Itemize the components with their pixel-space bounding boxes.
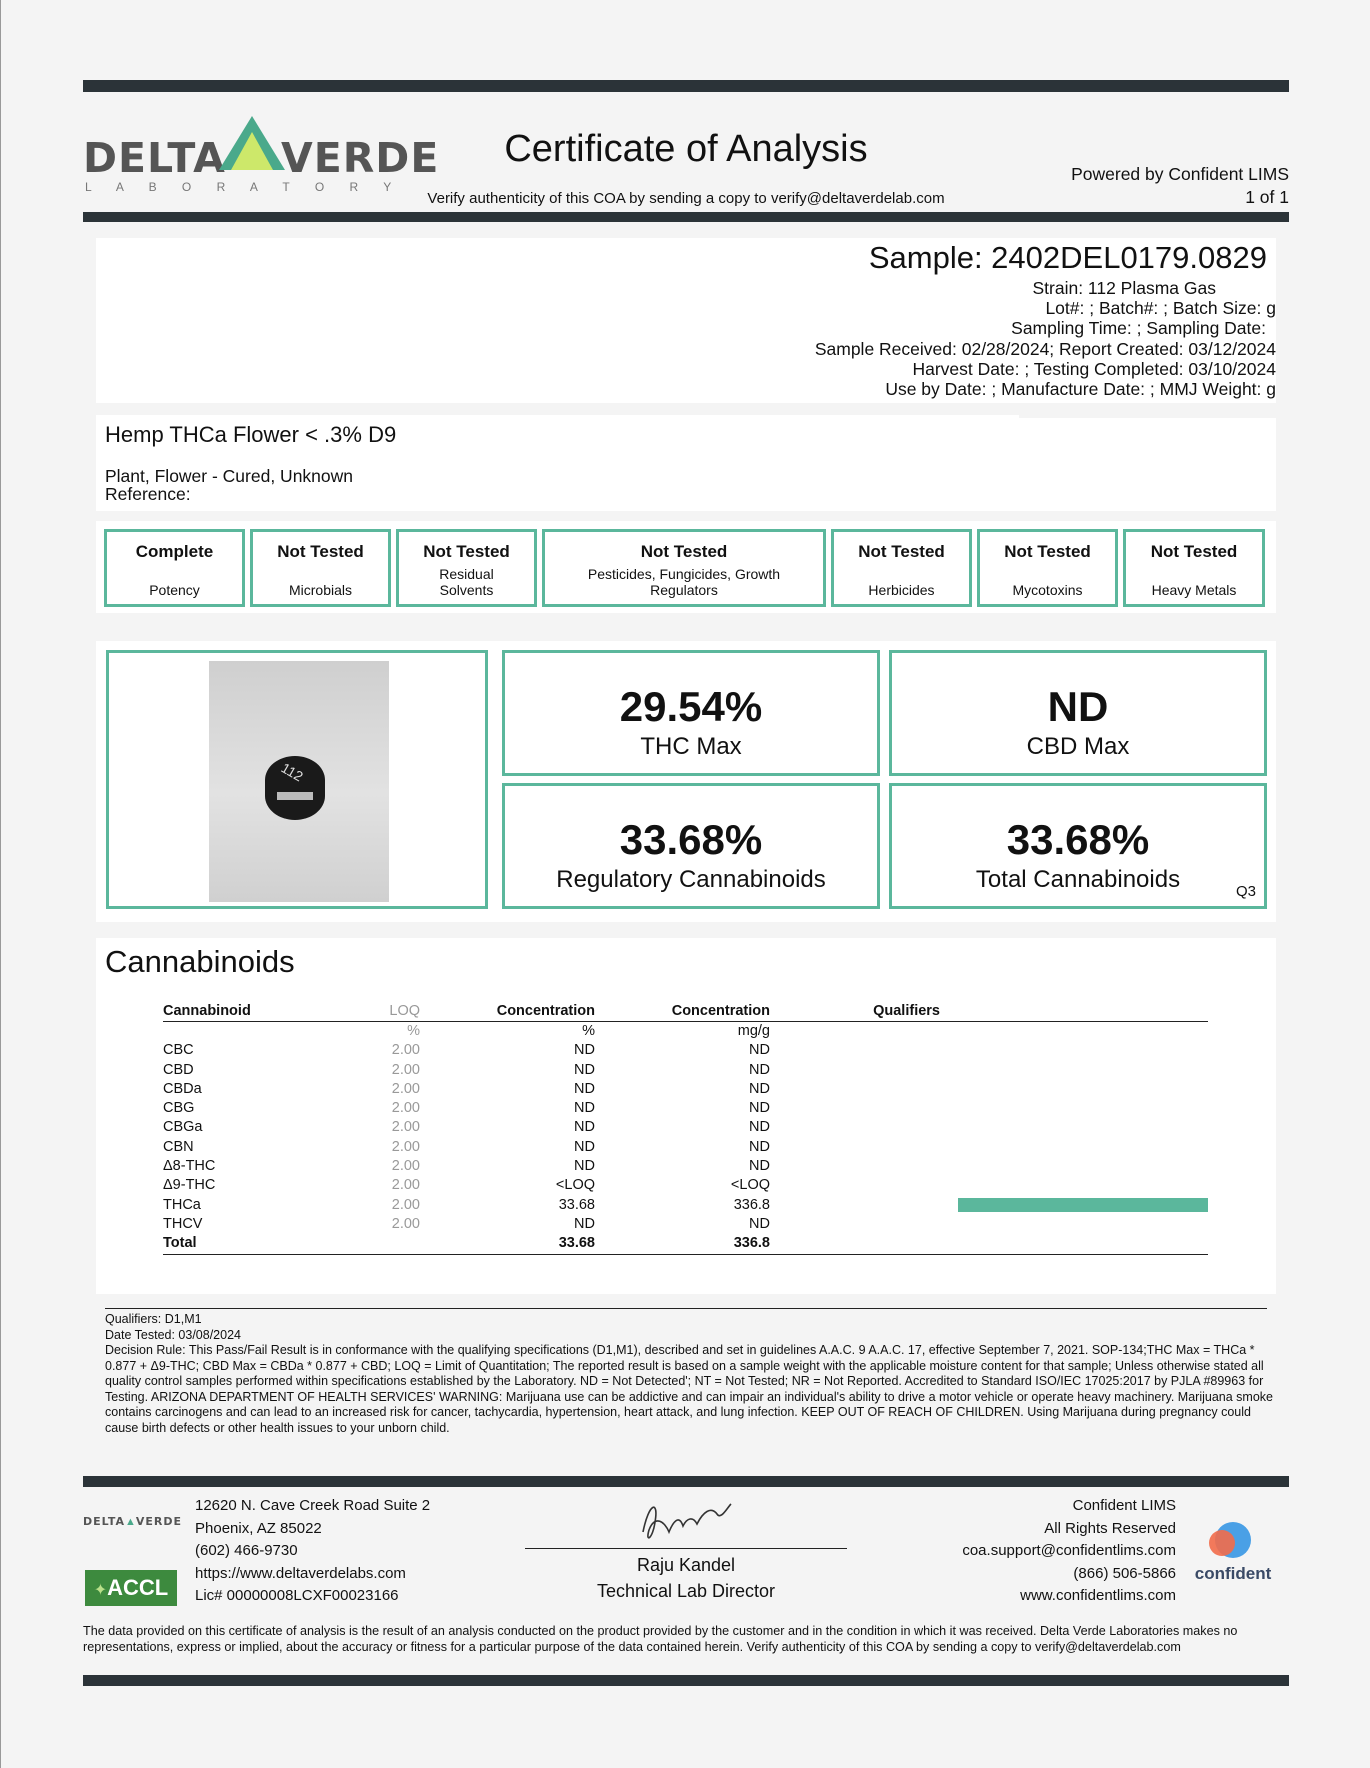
cell-name: Δ8-THC [163, 1158, 216, 1175]
small-logo-mark-icon: ▲ [125, 1516, 136, 1528]
total-cannabinoids-box [889, 783, 1267, 909]
cell-bar [940, 1157, 1208, 1176]
sample-photo-frame [106, 650, 488, 909]
sample-details [701, 278, 1276, 399]
cell-pct: ND [574, 1042, 595, 1059]
table-row [163, 1099, 1208, 1118]
cell-pct: ND [574, 1138, 595, 1155]
cell-bar [940, 1080, 1208, 1099]
address-city: Phoenix, AZ 85022 [195, 1519, 322, 1537]
cell-pct: ND [574, 1215, 595, 1232]
status-box-herbicides [831, 529, 972, 607]
decision-rule: Decision Rule: This Pass/Fail Result is in conformance with the qualifying specifications (D1,M1), described and set in guidelines A.A.C. 9 A.A.C. 17, effective September 7, 2021. SOP-134;THC Max = THCa * 0.877 + Δ9-THC; CBD Max = CBDa * 0.877 + CBD; LOQ = Limit of Quantitation; The reported result is based on a sample weight with the applicable moisture content for that sample; Unless otherwise stated all quality control samples performed within specifications established by the Laboratory. ND = Not Detected'; NT = Not Tested; NR = Not Reported. Accredited to Standard ISO/IEC 17025:2017 by PJLA #89963 for Testing. ARIZONA DEPARTMENT OF HEALTH SERVICES' WARNING: Marijuana use can be addictive and can impair an individual's ability to drive a motor vehicle or operate heavy machinery. Marijuana smoke contains carcinogens and can lead to an increased risk for cancer, tachycardia, hypertension, heart attack, and lung infection. KEEP OUT OF REACH OF CHILDREN. Using Marijuana during pregnancy could cause birth defects or other health issues to your unborn child. [105, 1343, 1273, 1435]
regulatory-cannabinoids-box [502, 783, 880, 909]
page-count: 1 of 1 [1245, 187, 1289, 207]
table-row [163, 1157, 1208, 1176]
status-box-microbials [250, 529, 391, 607]
cell-bar [940, 1176, 1208, 1195]
cell-bar [940, 1041, 1208, 1060]
units-row [163, 1022, 1208, 1042]
regulatory-value: 33.68% [619, 816, 763, 863]
signer [525, 1552, 847, 1604]
cell-mg: ND [749, 1080, 770, 1097]
header-divider [83, 212, 1289, 222]
confident-logo [1194, 1518, 1272, 1588]
total-pct: 33.68 [420, 1234, 595, 1254]
product-panel-right [1019, 418, 1276, 511]
jar-label: 112 [278, 759, 306, 785]
cell-bar [940, 1118, 1208, 1137]
leaf-icon: ✦ [93, 1582, 108, 1599]
unit-pct: % [582, 1023, 595, 1039]
cell-bar [940, 1138, 1208, 1157]
cbd-max-label: CBD Max [1026, 733, 1130, 760]
signature-line [525, 1548, 847, 1549]
table-row [163, 1176, 1208, 1195]
cell-loq: 2.00 [391, 1215, 420, 1232]
table-row [163, 1138, 1208, 1157]
total-value: 33.68% [1006, 816, 1150, 863]
cell-name: CBGa [163, 1119, 203, 1136]
cell-mg: ND [749, 1100, 770, 1117]
status-box-residual-solvents [396, 529, 537, 607]
cell-mg: <LOQ [730, 1177, 770, 1194]
notes-divider [105, 1308, 1267, 1309]
jar-icon [265, 756, 325, 820]
cell-bar [940, 1215, 1208, 1234]
cell-pct: ND [574, 1100, 595, 1117]
header-conc-mg: Concentration [595, 1002, 770, 1022]
logo-triangle-icon [217, 114, 287, 172]
address-website: https://www.deltaverdelabs.com [195, 1564, 406, 1582]
status-box-status: Not Tested [423, 542, 510, 561]
status-box-label: Mycotoxins [1012, 582, 1083, 598]
cell-pct: ND [574, 1158, 595, 1175]
cell-loq: 2.00 [391, 1042, 420, 1059]
cell-name: CBN [163, 1138, 194, 1155]
disclaimer: The data provided on this certificate of analysis is the result of an analysis conducted on the product provided by the customer and in the condition in which it was received. Delta Verde Laboratories makes no representations, express or implied, about the accuracy or fitness for a particular purpose of the data contained herein. Verify authenticity of this COA by sending a copy to verify@deltaverdelab.com [83, 1624, 1238, 1654]
sample-id: Sample: 2402DEL0179.0829 [868, 240, 1267, 275]
page-title: Certificate of Analysis [504, 128, 868, 170]
delta-verde-logo [83, 112, 440, 194]
jar-sticker [277, 792, 313, 800]
result-bar [958, 1198, 1208, 1212]
sample-use-by: Use by Date: ; Manufacture Date: ; MMJ Weight: g [885, 379, 1276, 400]
cell-pct: ND [574, 1119, 595, 1136]
confident-wordmark: confident [1194, 1564, 1272, 1583]
cell-name: CBC [163, 1042, 194, 1059]
status-box-pesticides [542, 529, 826, 607]
address-license: Lic# 00000008LCXF00023166 [195, 1587, 399, 1604]
logo-word-right: VERDE [281, 134, 440, 182]
status-box-potency [104, 529, 245, 607]
cell-pct: ND [574, 1061, 595, 1078]
unit-mg: mg/g [737, 1023, 770, 1039]
footer-address [195, 1495, 430, 1608]
accl-logo [85, 1570, 177, 1606]
regulatory-label: Regulatory Cannabinoids [556, 866, 826, 893]
product-type: Plant, Flower - Cured, Unknown [105, 466, 354, 486]
cell-name: Δ9-THC [163, 1177, 216, 1194]
cell-bar [940, 1196, 1208, 1215]
bottom-bar [83, 1675, 1289, 1686]
accl-text: ACCL [107, 1575, 169, 1600]
cell-name: CBD [163, 1061, 194, 1078]
table-row [163, 1041, 1208, 1060]
sample-photo [209, 661, 389, 902]
total-qualifier: Q3 [1235, 883, 1256, 900]
cell-mg: ND [749, 1119, 770, 1136]
header-qualifiers: Qualifiers [770, 1002, 940, 1022]
sample-sampling: Sampling Time: ; Sampling Date: [1011, 318, 1266, 339]
verify-note: Verify authenticity of this COA by sending a copy to verify@deltaverdelab.com [427, 190, 945, 207]
status-box-mycotoxins [977, 529, 1118, 607]
cell-name: THCV [163, 1215, 203, 1232]
cell-pct: ND [574, 1080, 595, 1097]
notes-block [105, 1312, 1275, 1436]
cell-name: THCa [163, 1196, 201, 1213]
table-row [163, 1196, 1208, 1215]
total-mg: 336.8 [595, 1234, 770, 1254]
footer-right [881, 1495, 1176, 1608]
cell-pct: 33.68 [558, 1196, 595, 1213]
sample-strain: Strain: 112 Plasma Gas [1032, 278, 1216, 298]
cell-name: CBDa [163, 1080, 202, 1097]
footer-small-logo [83, 1512, 183, 1534]
header-cannabinoid: Cannabinoid [163, 1002, 363, 1022]
footer-top-bar [83, 1476, 1289, 1487]
small-logo-right: VERDE [135, 1515, 183, 1528]
total-row [163, 1234, 1208, 1254]
header-loq: LOQ [363, 1002, 420, 1022]
status-box-label: Microbials [288, 582, 352, 598]
status-box-status: Not Tested [640, 542, 728, 561]
status-box-status: Not Tested [858, 542, 945, 561]
status-box-label: Heavy Metals [1151, 582, 1237, 598]
cannabinoids-table [163, 1002, 1208, 1255]
product-name: Hemp THCa Flower < .3% D9 [105, 422, 397, 447]
lims-name: Confident LIMS [1072, 1497, 1176, 1514]
thc-max-box [502, 650, 880, 776]
sample-lot: Lot#: ; Batch#: ; Batch Size: g [1045, 298, 1276, 319]
status-box-heavy-metals [1123, 529, 1265, 607]
confident-circle-red [1209, 1530, 1235, 1556]
cell-mg: ND [749, 1061, 770, 1078]
sample-harvest: Harvest Date: ; Testing Completed: 03/10/2024 [912, 358, 1276, 379]
table-row [163, 1080, 1208, 1099]
cbd-max-box [889, 650, 1267, 776]
unit-loq: % [407, 1023, 420, 1039]
cell-mg: ND [749, 1138, 770, 1155]
cell-loq: 2.00 [391, 1138, 420, 1155]
date-tested: Date Tested: 03/08/2024 [105, 1327, 241, 1342]
table-row [163, 1061, 1208, 1080]
cell-loq: 2.00 [391, 1080, 420, 1097]
table-row [163, 1215, 1208, 1234]
logo-word-left: DELTA [83, 134, 226, 182]
thc-max-value: 29.54% [619, 683, 763, 730]
signer-title: Technical Lab Director [596, 1581, 776, 1601]
total-label: Total Cannabinoids [975, 866, 1181, 893]
cell-name: CBG [163, 1100, 195, 1117]
header-bar [940, 1002, 1208, 1022]
status-box-label: Pesticides, Fungicides, Growth Regulators [587, 566, 781, 598]
lims-phone: (866) 506-5866 [1073, 1564, 1176, 1582]
cell-bar [940, 1099, 1208, 1118]
cannabinoids-title: Cannabinoids [105, 944, 295, 979]
cell-loq: 2.00 [391, 1100, 420, 1117]
product-reference: Reference: [105, 484, 191, 504]
cell-loq: 2.00 [391, 1177, 420, 1194]
top-bar [83, 80, 1289, 92]
cell-loq: 2.00 [391, 1119, 420, 1136]
address-line: 12620 N. Cave Creek Road Suite 2 [195, 1497, 431, 1514]
status-box-label: Potency [149, 582, 200, 598]
lims-email: coa.support@confidentlims.com [962, 1542, 1176, 1559]
thc-max-label: THC Max [640, 733, 742, 760]
table-row [163, 1118, 1208, 1137]
powered-by: Powered by Confident LIMS [1071, 164, 1289, 184]
cbd-max-value: ND [1047, 683, 1109, 730]
lims-website: www.confidentlims.com [1020, 1587, 1176, 1604]
header-conc-pct: Concentration [420, 1002, 595, 1022]
status-box-status: Not Tested [277, 542, 364, 561]
cell-pct: <LOQ [555, 1177, 595, 1194]
cell-loq: 2.00 [391, 1158, 420, 1175]
status-box-status: Complete [135, 542, 214, 561]
status-box-label: Herbicides [868, 582, 935, 598]
address-phone: (602) 466-9730 [195, 1542, 298, 1559]
status-box-status: Not Tested [1004, 542, 1091, 561]
cell-mg: 336.8 [733, 1196, 770, 1213]
cell-mg: ND [749, 1215, 770, 1232]
table-header-row [163, 1002, 1208, 1022]
lims-rights: All Rights Reserved [1044, 1519, 1176, 1537]
cell-loq: 2.00 [391, 1196, 420, 1213]
signature-icon [631, 1492, 741, 1550]
cell-loq: 2.00 [391, 1061, 420, 1078]
qualifiers-note: Qualifiers: D1,M1 [105, 1312, 202, 1326]
status-box-status: Not Tested [1150, 542, 1238, 561]
status-box-label: Residual Solvents [439, 566, 494, 598]
cell-mg: ND [749, 1042, 770, 1059]
cell-bar [940, 1061, 1208, 1080]
signer-name: Raju Kandel [636, 1555, 736, 1575]
total-name: Total [163, 1234, 363, 1254]
small-logo-left: DELTA [83, 1515, 125, 1528]
cell-mg: ND [749, 1158, 770, 1175]
logo-sub: L A B O R A T O R Y [85, 180, 403, 194]
sample-received: Sample Received: 02/28/2024; Report Created: 03/12/2024 [814, 338, 1276, 359]
